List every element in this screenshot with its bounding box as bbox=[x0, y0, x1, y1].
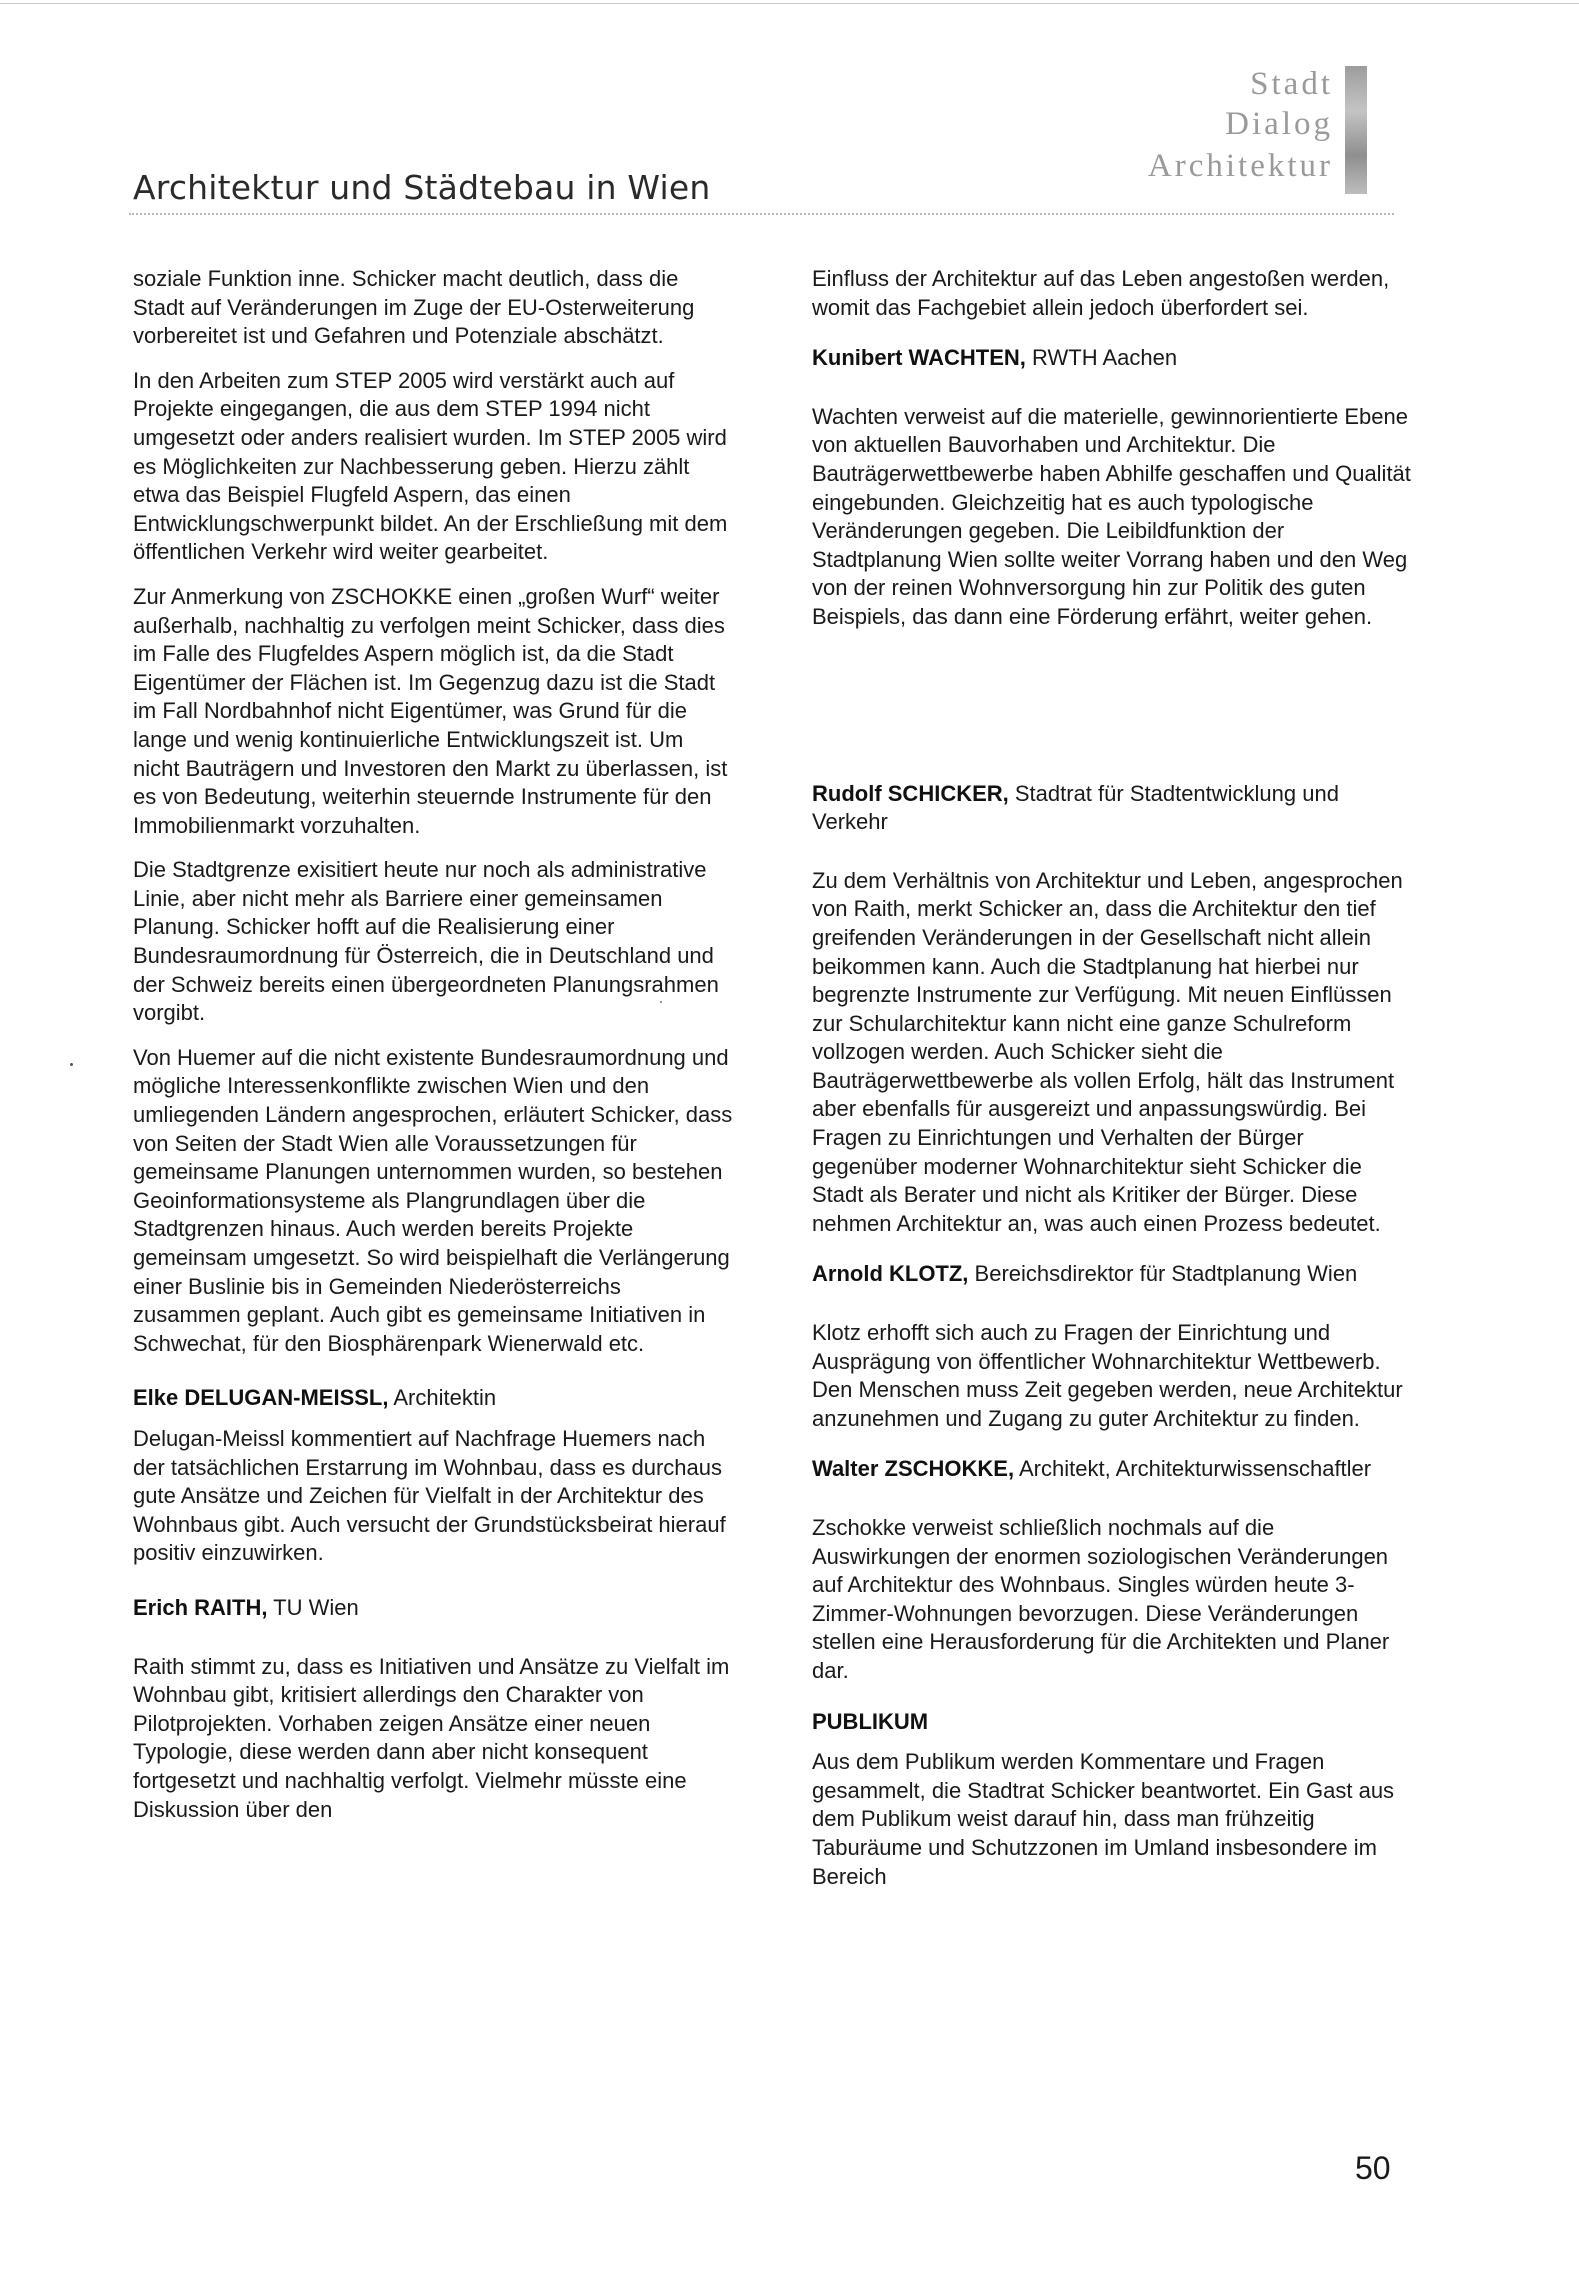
logo-line-architektur: Architektur bbox=[1147, 148, 1333, 184]
paragraph: Zu dem Verhältnis von Architektur und Leben, angesprochen von Raith, merkt Schicker an, dass die Architektur den tief greifenden Veränderungen in der Gesellschaft nicht allein beikommen kann. Auch die Stadtplanung hat hierbei nur begrenzte Instrumente zur Verfügung. Mit neuen Einflüssen zur Schularchitektur kann nicht eine ganze Schulreform vollzogen werden. Auch Schicker sieht die Bauträgerwettbewerbe als vollen Erfolg, hält das Instrument aber ebenfalls für ausgereizt und anpassungswürdig. Bei Fragen zu Einrichtungen und Verhalten der Bürger gegenüber moderner Wohnarchitektur sieht Schicker die Stadt als Berater und nicht als Kritiker der Bürger. Diese nehmen Architektur an, was auch einen Prozess bedeutet. bbox=[812, 867, 1403, 1236]
speaker-role: Bereichsdirektor für Stadtplanung Wien bbox=[968, 1261, 1358, 1287]
stadt-dialog-architektur-logo bbox=[1147, 66, 1367, 194]
logo-line-stadt: Stadt bbox=[1250, 66, 1333, 102]
speaker-heading bbox=[812, 780, 1412, 837]
paragraph: Delugan-Meissl kommentiert auf Nachfrage Huemers nach der tatsächlichen Erstarrung im Wohnbau, dass es durchaus gute Ansätze und Zeichen für Vielfalt in der Architektur des Wohnbaus gibt. Auch versucht der Grundstücksbeirat hierauf positiv einzuwirken. bbox=[133, 1425, 726, 1566]
section-heading-text: PUBLIKUM bbox=[812, 1708, 929, 1734]
scan-speck bbox=[70, 1063, 73, 1066]
speaker-heading bbox=[133, 1594, 733, 1623]
speaker-heading bbox=[812, 1455, 1412, 1484]
speaker-heading bbox=[812, 1260, 1412, 1289]
speaker-role: Architektin bbox=[388, 1385, 497, 1411]
paragraph: Einfluss der Architektur auf das Leben angestoßen werden, womit das Fachgebiet allein jedoch überfordert sei. bbox=[812, 266, 1390, 320]
paragraph: Zschokke verweist schließlich nochmals auf die Auswirkungen der enormen soziologischen Veränderungen auf Architektur des Wohnbaus. Singles würden heute 3-Zimmer-Wohnungen bevorzugen. Diese Veränderungen stellen eine Herausforderung für die Architekten und Planer dar. bbox=[812, 1515, 1390, 1683]
speaker-role: TU Wien bbox=[267, 1594, 359, 1620]
page-title: Architektur und Städtebau in Wien bbox=[133, 168, 711, 207]
paragraph: Klotz erhofft sich auch zu Fragen der Einrichtung und Ausprägung von öffentlicher Wohnarchitektur Wettbewerb. Den Menschen muss Zeit gegeben werden, neue Architektur anzunehmen und Zugang zu guter Architektur zu finden. bbox=[812, 1320, 1403, 1431]
paragraph: Die Stadtgrenze exisitiert heute nur noch als administrative Linie, aber nicht mehr als Barriere einer gemeinsamen Planung. Schicker hofft auf die Realisierung einer Bundesraumordnung für Österreich, die in Deutschland und der Schweiz bereits einen übergeordneten Planungsrahmen vorgibt. bbox=[133, 857, 719, 1026]
left-column bbox=[133, 265, 733, 1840]
section-heading bbox=[812, 1708, 1412, 1737]
speaker-name: Elke DELUGAN-MEISSL, bbox=[133, 1385, 389, 1411]
speaker-heading bbox=[133, 1384, 733, 1413]
speaker-heading bbox=[812, 344, 1412, 373]
speaker-name: Rudolf SCHICKER, bbox=[812, 780, 1009, 806]
right-column bbox=[812, 265, 1412, 1907]
paragraph: Zur Anmerkung von ZSCHOKKE einen „großen Wurf“ weiter außerhalb, nachhaltig zu verfolgen meint Schicker, dass dies im Falle des Flugfeldes Aspern möglich ist, da die Stadt Eigentümer der Flächen ist. Im Gegenzug dazu ist die Stadt im Fall Nordbahnhof nicht Eigentümer, was Grund für die lange und wenig kontinuierliche Entwicklungszeit ist. Um nicht Bauträgern und Investoren den Markt zu überlassen, ist es von Bedeutung, weiterhin steuernde Instrumente für den Immobilienmarkt vorzuhalten. bbox=[133, 583, 728, 838]
paragraph: Wachten verweist auf die materielle, gewinnorientierte Ebene von aktuellen Bauvorhaben und Architektur. Die Bauträgerwettbewerbe haben Abhilfe geschaffen und Qualität eingebunden. Gleichzeitig hat es auch typologische Veränderungen gegeben. Die Leibildfunktion der Stadtplanung Wien sollte weiter Vorrang haben und den Weg von der reinen Wohnversorgung hin zur Politik des guten Beispiels, das dann eine Förderung erfährt, weiter gehen. bbox=[812, 403, 1411, 629]
paragraph: In den Arbeiten zum STEP 2005 wird verstärkt auch auf Projekte eingegangen, die aus dem STEP 1994 nicht umgesetzt oder anders realisiert wurden. Im STEP 2005 wird es Möglichkeiten zur Nachbesserung geben. Hierzu zählt etwa das Beispiel Flugfeld Aspern, das einen Entwicklungschwerpunkt bildet. An der Erschließung mit dem öffentlichen Verkehr wird weiter gearbeitet. bbox=[133, 367, 728, 565]
logo-bar bbox=[1345, 66, 1367, 194]
speaker-role: RWTH Aachen bbox=[1025, 345, 1178, 371]
speaker-role: Stadtrat für Stadtentwicklung und Verkehr bbox=[812, 780, 1339, 835]
page-number: 50 bbox=[1355, 2150, 1391, 2186]
speaker-role: Architekt, Architekturwissenschaftler bbox=[1014, 1456, 1372, 1482]
logo-line-dialog: Dialog bbox=[1225, 106, 1333, 142]
header-divider bbox=[129, 213, 1394, 215]
scan-speck bbox=[660, 1001, 662, 1003]
paragraph: Raith stimmt zu, dass es Initiativen und Ansätze zu Vielfalt im Wohnbau gibt, kritisiert allerdings den Charakter von Pilotprojekten. Vorhaben zeigen Ansätze einer neuen Typologie, diese werden dann aber nicht konsequent fortgesetzt und nachhaltig verfolgt. Vielmehr müsste eine Diskussion über den bbox=[133, 1653, 730, 1822]
speaker-name: Erich RAITH, bbox=[133, 1594, 268, 1620]
speaker-name: Kunibert WACHTEN, bbox=[812, 345, 1026, 371]
speaker-name: Walter ZSCHOKKE, bbox=[812, 1456, 1015, 1482]
speaker-name: Arnold KLOTZ, bbox=[812, 1261, 969, 1287]
paragraph: soziale Funktion inne. Schicker macht deutlich, dass die Stadt auf Veränderungen im Zuge der EU-Osterweiterung vorbereitet ist und Gefahren und Potenziale abschätzt. bbox=[133, 266, 695, 349]
paragraph: Von Huemer auf die nicht existente Bundesraumordnung und mögliche Interessenkonflikte zwischen Wien und den umliegenden Ländern angesprochen, erläutert Schicker, dass von Seiten der Stadt Wien alle Voraussetzungen für gemeinsame Planungen unternommen wurden, so bestehen Geoinformationsysteme als Plangrundlagen über die Stadtgrenzen hinaus. Auch werden bereits Projekte gemeinsam umgesetzt. So wird beispielhaft die Verlängerung einer Buslinie bis in Gemeinden Niederösterreichs zusammen geplant. Auch gibt es gemeinsame Initiativen in Schwechat, für den Biosphärenpark Wienerwald etc. bbox=[133, 1044, 733, 1356]
top-edge-rule bbox=[0, 3, 1579, 4]
paragraph: Aus dem Publikum werden Kommentare und Fragen gesammelt, die Stadtrat Schicker beantwortet. Ein Gast aus dem Publikum weist darauf hin, dass man frühzeitig Taburäume und Schutzzonen im Umland insbesondere im Bereich bbox=[812, 1749, 1395, 1889]
